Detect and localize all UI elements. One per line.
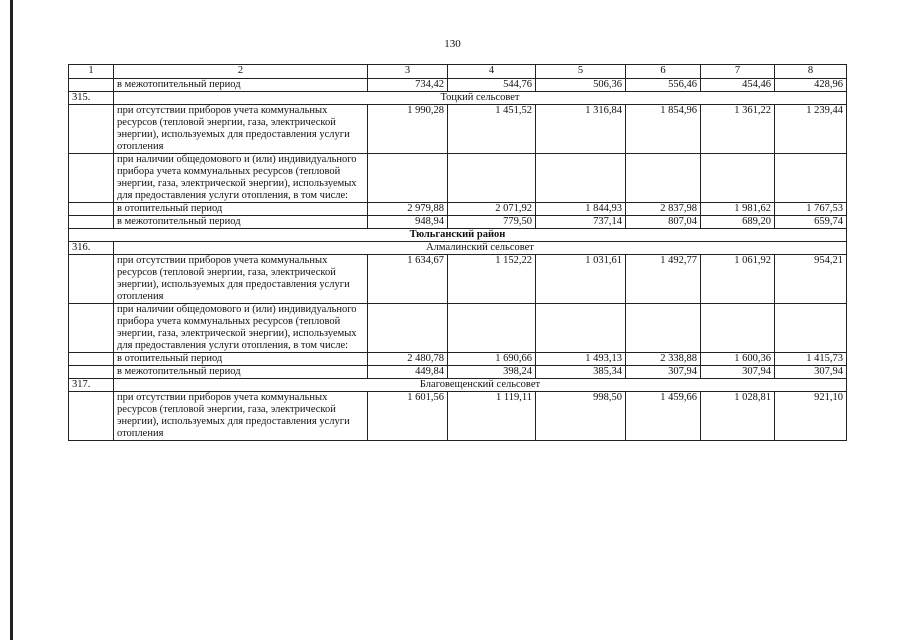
value-cell: 948,94 (368, 216, 448, 229)
value-cell: 1 844,93 (536, 203, 626, 216)
row-label: в межотопительный период (114, 79, 368, 92)
table-row (69, 203, 847, 216)
table-row (69, 154, 847, 203)
value-cell: 1 152,22 (448, 255, 536, 304)
value-cell: 659,74 (775, 216, 847, 229)
row-number-cell (69, 79, 114, 92)
header-row (69, 65, 847, 79)
value-cell (775, 154, 847, 203)
value-cell (626, 304, 701, 353)
row-number-cell (69, 366, 114, 379)
value-cell: 779,50 (448, 216, 536, 229)
tariff-table (68, 64, 847, 441)
value-cell: 2 480,78 (368, 353, 448, 366)
value-cell: 689,20 (701, 216, 775, 229)
row-number-cell (69, 353, 114, 366)
section-title: Благовещенский сельсовет (114, 379, 847, 392)
row-number-cell (69, 216, 114, 229)
row-label: в отопительный период (114, 203, 368, 216)
row-label: в отопительный период (114, 353, 368, 366)
table-row (69, 353, 847, 366)
value-cell: 385,34 (536, 366, 626, 379)
value-cell: 737,14 (536, 216, 626, 229)
section-title: Алмалинский сельсовет (114, 242, 847, 255)
value-cell: 398,24 (448, 366, 536, 379)
header-cell: 5 (536, 65, 626, 79)
value-cell: 1 492,77 (626, 255, 701, 304)
table-row (69, 304, 847, 353)
row-number-cell (69, 255, 114, 304)
row-label: при наличии общедомового и (или) индивидуального прибора учета коммунальных ресурсов (тепловой энергии, газа, электрической энергии), используемых для предоставления услуги отопления, в том числе: (114, 154, 368, 203)
value-cell: 1 415,73 (775, 353, 847, 366)
value-cell: 544,76 (448, 79, 536, 92)
value-cell: 1 981,62 (701, 203, 775, 216)
value-cell: 449,84 (368, 366, 448, 379)
table-row (69, 79, 847, 92)
row-number-cell (69, 105, 114, 154)
district-title: Тюльганский район (69, 229, 847, 242)
header-cell: 6 (626, 65, 701, 79)
value-cell: 1 361,22 (701, 105, 775, 154)
value-cell: 1 854,96 (626, 105, 701, 154)
value-cell: 556,46 (626, 79, 701, 92)
row-label: в межотопительный период (114, 216, 368, 229)
value-cell: 1 459,66 (626, 392, 701, 441)
value-cell: 1 634,67 (368, 255, 448, 304)
value-cell: 2 837,98 (626, 203, 701, 216)
row-label: в межотопительный период (114, 366, 368, 379)
section-row (69, 92, 847, 105)
value-cell: 307,94 (626, 366, 701, 379)
value-cell: 734,42 (368, 79, 448, 92)
header-cell: 8 (775, 65, 847, 79)
row-number-cell (69, 304, 114, 353)
value-cell: 1 601,56 (368, 392, 448, 441)
district-row (69, 229, 847, 242)
value-cell: 1 119,11 (448, 392, 536, 441)
value-cell: 506,36 (536, 79, 626, 92)
section-number: 316. (69, 242, 114, 255)
value-cell: 307,94 (775, 366, 847, 379)
value-cell (368, 304, 448, 353)
value-cell (626, 154, 701, 203)
value-cell: 1 028,81 (701, 392, 775, 441)
value-cell: 954,21 (775, 255, 847, 304)
header-cell: 2 (114, 65, 368, 79)
row-label: при отсутствии приборов учета коммунальных ресурсов (тепловой энергии, газа, электрической энергии), используемых для предоставления услуги отопления (114, 392, 368, 441)
table-row (69, 216, 847, 229)
row-label: при наличии общедомового и (или) индивидуального прибора учета коммунальных ресурсов (тепловой энергии, газа, электрической энергии), используемых для предоставления услуги отопления, в том числе: (114, 304, 368, 353)
row-number-cell (69, 203, 114, 216)
value-cell: 2 071,92 (448, 203, 536, 216)
value-cell: 2 979,88 (368, 203, 448, 216)
table-row (69, 255, 847, 304)
value-cell: 1 690,66 (448, 353, 536, 366)
value-cell: 807,04 (626, 216, 701, 229)
value-cell: 1 239,44 (775, 105, 847, 154)
section-row (69, 242, 847, 255)
value-cell (448, 154, 536, 203)
value-cell (368, 154, 448, 203)
row-label: при отсутствии приборов учета коммунальных ресурсов (тепловой энергии, газа, электрической энергии), используемых для предоставления услуги отопления (114, 255, 368, 304)
value-cell (775, 304, 847, 353)
value-cell: 454,46 (701, 79, 775, 92)
value-cell: 921,10 (775, 392, 847, 441)
section-title: Тоцкий сельсовет (114, 92, 847, 105)
header-cell: 7 (701, 65, 775, 79)
header-cell: 1 (69, 65, 114, 79)
value-cell (536, 154, 626, 203)
row-number-cell (69, 154, 114, 203)
page-number: 130 (444, 38, 461, 50)
value-cell (448, 304, 536, 353)
header-cell: 3 (368, 65, 448, 79)
value-cell: 2 338,88 (626, 353, 701, 366)
section-row (69, 379, 847, 392)
value-cell: 1 451,52 (448, 105, 536, 154)
value-cell: 1 600,36 (701, 353, 775, 366)
table-row (69, 366, 847, 379)
value-cell: 1 316,84 (536, 105, 626, 154)
value-cell: 428,96 (775, 79, 847, 92)
value-cell: 1 061,92 (701, 255, 775, 304)
value-cell: 1 031,61 (536, 255, 626, 304)
row-number-cell (69, 392, 114, 441)
section-number: 315. (69, 92, 114, 105)
scan-edge-line (10, 0, 13, 640)
header-cell: 4 (448, 65, 536, 79)
table-row (69, 105, 847, 154)
value-cell: 1 493,13 (536, 353, 626, 366)
value-cell (536, 304, 626, 353)
value-cell: 307,94 (701, 366, 775, 379)
value-cell: 998,50 (536, 392, 626, 441)
value-cell (701, 154, 775, 203)
table-row (69, 392, 847, 441)
row-label: при отсутствии приборов учета коммунальных ресурсов (тепловой энергии, газа, электрической энергии), используемых для предоставления услуги отопления (114, 105, 368, 154)
value-cell: 1 990,28 (368, 105, 448, 154)
value-cell: 1 767,53 (775, 203, 847, 216)
section-number: 317. (69, 379, 114, 392)
value-cell (701, 304, 775, 353)
